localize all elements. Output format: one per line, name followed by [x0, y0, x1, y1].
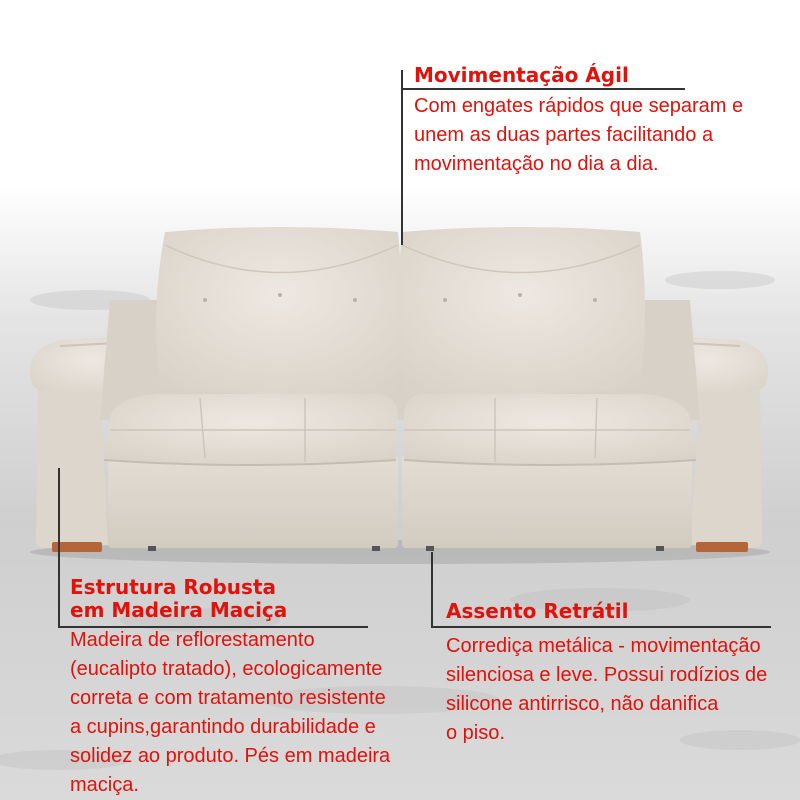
left-back-cushion [156, 227, 402, 395]
left-callout-description [70, 626, 390, 800]
text-line: solidez ao produto. Pés em madeira [70, 745, 391, 767]
top-callout-title: Movimentação Ágil [414, 63, 629, 87]
left-callout-title-line-2: em Madeira Maciça [70, 598, 288, 622]
top-callout-description [414, 92, 743, 179]
left-seat-cushion [104, 394, 398, 465]
text-line: (eucalipto tratado), ecologicamente [70, 658, 383, 680]
right-back-cushion [399, 227, 646, 395]
right-callout-rule [431, 626, 771, 628]
right-callout-connector [431, 552, 433, 628]
top-callout-rule [401, 88, 685, 90]
text-line: maciça. [70, 774, 139, 796]
text-line: silicone antirrisco, não danifica [446, 693, 719, 715]
left-callout-connector [58, 468, 60, 628]
text-line: a cupins,garantindo durabilidade e [70, 716, 376, 738]
left-seat-base [108, 455, 398, 548]
text-line: silenciosa e leve. Possui rodízios de [446, 664, 768, 686]
text-line: Madeira de reflorestamento [70, 629, 315, 651]
text-line: Com engates rápidos que separam e [414, 95, 744, 117]
text-line: Corrediça metálica - movimentação [446, 635, 761, 657]
right-seat-cushion [404, 394, 696, 465]
top-callout-connector [401, 70, 403, 245]
text-line: o piso. [446, 722, 505, 744]
left-callout-title-line-1: Estrutura Robusta [70, 575, 277, 599]
right-callout-description [446, 632, 767, 748]
right-callout-title: Assento Retrátil [446, 599, 629, 623]
text-line: movimentação no dia a dia. [414, 153, 659, 175]
right-wood-foot [696, 542, 748, 552]
text-line: correta e com tratamento resistente [70, 687, 386, 709]
right-seat-base [402, 455, 692, 548]
text-line: unem as duas partes facilitando a [414, 124, 714, 146]
